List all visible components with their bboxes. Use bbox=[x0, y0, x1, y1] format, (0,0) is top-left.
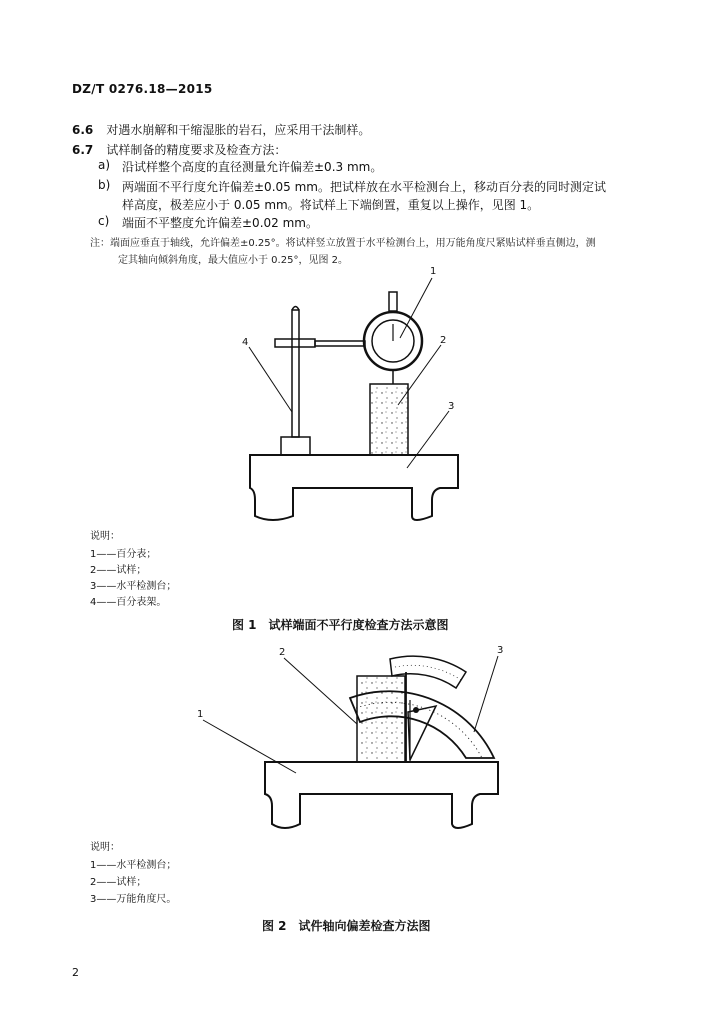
specimen-shape bbox=[357, 676, 405, 762]
figure1-legend-item: 4——百分表架。 bbox=[90, 597, 167, 608]
stand-clamp-shape bbox=[275, 339, 315, 347]
figure2-diagram bbox=[190, 640, 520, 834]
stand-base-shape bbox=[281, 437, 310, 455]
item-b-text-line1: 两端面不平行度允许偏差±0.05 mm。把试样放在水平检测台上，移动百分表的同时测定试 bbox=[122, 180, 606, 194]
stand-arm-shape bbox=[315, 341, 365, 346]
figure2-callout-2: 2 bbox=[279, 647, 286, 658]
item-a-text: 沿试样整个高度的直径测量允许偏差±0.3 mm。 bbox=[122, 160, 383, 174]
item-c-text: 端面不平整度允许偏差±0.02 mm。 bbox=[122, 216, 318, 230]
figure2-legend-title: 说明： bbox=[90, 842, 120, 853]
figure2-callout-1: 1 bbox=[197, 709, 204, 720]
note-line2: 定其轴向倾斜角度，最大值应小于 0.25°，见图 2。 bbox=[118, 255, 348, 266]
figure1-callout-3: 3 bbox=[448, 401, 455, 412]
figure1-legend-item: 1——百分表； bbox=[90, 549, 157, 560]
figure2-legend-item: 3——万能角度尺。 bbox=[90, 894, 177, 905]
figure1-legend-item: 2——试样； bbox=[90, 565, 147, 576]
figure2-caption: 图 2 试件轴向偏差检查方法图 bbox=[262, 919, 431, 933]
figure1-callout-4: 4 bbox=[242, 337, 249, 348]
clause-number: 6.7 bbox=[72, 143, 94, 157]
figure1-caption: 图 1 试样端面不平行度检查方法示意图 bbox=[232, 618, 449, 632]
figure1-callout-2: 2 bbox=[440, 335, 447, 346]
clause-6-6 bbox=[72, 119, 370, 138]
test-platform-shape bbox=[250, 455, 458, 520]
figure2-callout-3: 3 bbox=[497, 645, 504, 656]
figure1-legend-title: 说明： bbox=[90, 531, 120, 542]
note-line1: 注：端面应垂直于轴线，允许偏差±0.25°。将试样竖立放置于水平检测台上，用万能角度尺紧贴试样垂直侧边，测 bbox=[90, 238, 596, 249]
item-b-label: b) bbox=[98, 178, 111, 192]
item-b-text-line2: 样高度，极差应小于 0.05 mm。将试样上下端倒置，重复以上操作，见图 1。 bbox=[122, 198, 540, 212]
figure1-callout-1: 1 bbox=[430, 266, 437, 277]
item-a-label: a) bbox=[98, 158, 111, 172]
page-number: 2 bbox=[72, 966, 79, 979]
clause-text: 试样制备的精度要求及检查方法： bbox=[106, 143, 287, 157]
item-c-label: c) bbox=[98, 214, 110, 228]
clause-text: 对遇水崩解和干缩湿胀的岩石，应采用干法制样。 bbox=[106, 123, 371, 137]
figure2-legend-item: 1——水平检测台； bbox=[90, 860, 177, 871]
clause-6-7 bbox=[72, 139, 286, 158]
stand-pole-shape bbox=[292, 310, 299, 437]
figure1-diagram bbox=[230, 262, 480, 524]
clause-number: 6.6 bbox=[72, 123, 94, 137]
figure1-legend-item: 3——水平检测台； bbox=[90, 581, 177, 592]
specimen-shape bbox=[370, 384, 408, 455]
test-platform-shape bbox=[265, 762, 498, 828]
standard-id: DZ/T 0276.18—2015 bbox=[72, 82, 213, 96]
figure2-legend-item: 2——试样； bbox=[90, 877, 147, 888]
